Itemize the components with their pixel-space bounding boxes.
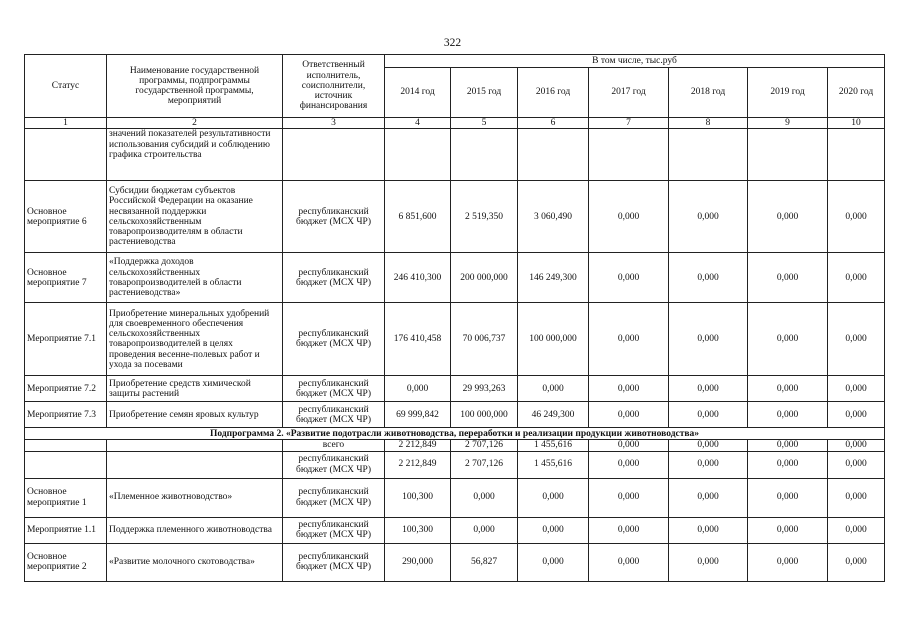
value-cell: 0,000	[589, 376, 669, 402]
page-number: 322	[443, 37, 462, 49]
status-cell: Основное мероприятие 1	[25, 478, 107, 517]
name-cell: Субсидии бюджетам субъектов Российской Федерации на оказание несвязанной поддержки сельскохозяйственным товаропроизводителям в области растениеводства	[107, 181, 283, 253]
value-cell: 0,000	[589, 451, 669, 478]
table-row	[25, 181, 885, 253]
status-cell: Мероприятие 7.2	[25, 376, 107, 402]
value-cell: 1 455,616	[518, 451, 589, 478]
value-cell: 0,000	[589, 478, 669, 517]
name-cell: «Развитие молочного скотоводства»	[107, 543, 283, 581]
value-cell: 2 707,126	[451, 451, 518, 478]
value-cell: 100 000,000	[451, 402, 518, 428]
value-cell: 0,000	[518, 517, 589, 543]
header-year: 2018 год	[669, 68, 748, 118]
header-executor: Ответственный исполнитель, соисполнители, источник финансирования	[283, 55, 385, 118]
value-cell	[748, 129, 828, 181]
value-cell: 0,000	[828, 517, 885, 543]
value-cell: 0,000	[828, 181, 885, 253]
value-cell: 0,000	[518, 543, 589, 581]
table-row	[25, 129, 885, 181]
value-cell: 0,000	[748, 517, 828, 543]
name-cell: «Племенное животноводство»	[107, 478, 283, 517]
subprogram-row	[25, 428, 885, 440]
value-cell: 0,000	[589, 402, 669, 428]
column-number: 1	[25, 118, 107, 129]
value-cell: 0,000	[748, 376, 828, 402]
value-cell: 56,827	[451, 543, 518, 581]
table-row	[25, 376, 885, 402]
totals-row	[25, 451, 885, 478]
column-number: 4	[385, 118, 451, 129]
column-number-row	[25, 118, 885, 129]
value-cell: 0,000	[669, 181, 748, 253]
value-cell: 0,000	[385, 376, 451, 402]
value-cell: 290,000	[385, 543, 451, 581]
source-cell: республиканский бюджет (МСХ ЧР)	[283, 451, 385, 478]
value-cell: 146 249,300	[518, 253, 589, 303]
value-cell: 0,000	[451, 478, 518, 517]
value-cell: 0,000	[669, 402, 748, 428]
column-number: 9	[748, 118, 828, 129]
value-cell: 0,000	[669, 440, 748, 451]
table-row	[25, 253, 885, 303]
value-cell	[385, 129, 451, 181]
status-cell: Мероприятие 1.1	[25, 517, 107, 543]
totals-row	[25, 440, 885, 451]
status-cell: Основное мероприятие 2	[25, 543, 107, 581]
name-cell	[107, 440, 283, 451]
value-cell: 100 000,000	[518, 303, 589, 376]
name-cell: Поддержка племенного животноводства	[107, 517, 283, 543]
value-cell	[518, 129, 589, 181]
value-cell: 2 707,126	[451, 440, 518, 451]
header-year: 2020 год	[828, 68, 885, 118]
value-cell: 1 455,616	[518, 440, 589, 451]
value-cell: 0,000	[748, 440, 828, 451]
header-status: Статус	[25, 55, 107, 118]
value-cell: 100,300	[385, 517, 451, 543]
status-cell: Мероприятие 7.1	[25, 303, 107, 376]
header-year: 2019 год	[748, 68, 828, 118]
value-cell: 0,000	[669, 376, 748, 402]
budget-table	[24, 54, 885, 582]
value-cell: 100,300	[385, 478, 451, 517]
value-cell: 0,000	[828, 440, 885, 451]
column-number: 2	[107, 118, 283, 129]
name-cell: Приобретение минеральных удобрений для своевременного обеспечения сельскохозяйственных товаропроизводителей в целях проведения весенне-полевых работ и ухода за посевами	[107, 303, 283, 376]
value-cell	[589, 129, 669, 181]
value-cell: 0,000	[451, 517, 518, 543]
value-cell: 0,000	[828, 543, 885, 581]
source-cell: республиканский бюджет (МСХ ЧР)	[283, 402, 385, 428]
value-cell: 200 000,000	[451, 253, 518, 303]
subprogram-title: Подпрограмма 2. «Развитие подотрасли животноводства, переработки и реализации продукции животноводства»	[25, 428, 885, 440]
header-including: В том числе, тыс.руб	[385, 55, 885, 68]
name-cell: Приобретение семян яровых культур	[107, 402, 283, 428]
name-cell: Приобретение средств химической защиты растений	[107, 376, 283, 402]
source-cell: республиканский бюджет (МСХ ЧР)	[283, 181, 385, 253]
column-number: 10	[828, 118, 885, 129]
source-cell: республиканский бюджет (МСХ ЧР)	[283, 303, 385, 376]
name-cell: «Поддержка доходов сельскохозяйственных товаропроизводителей в области растениеводства»	[107, 253, 283, 303]
value-cell: 2 519,350	[451, 181, 518, 253]
header-year: 2014 год	[385, 68, 451, 118]
header-year: 2017 год	[589, 68, 669, 118]
value-cell: 0,000	[828, 303, 885, 376]
value-cell: 29 993,263	[451, 376, 518, 402]
name-cell	[107, 451, 283, 478]
table-row	[25, 303, 885, 376]
header-name: Наименование государственной программы, подпрограммы государственной программы, мероприятий	[107, 55, 283, 118]
value-cell: 0,000	[748, 478, 828, 517]
header-year: 2015 год	[451, 68, 518, 118]
source-cell: республиканский бюджет (МСХ ЧР)	[283, 253, 385, 303]
status-cell: Мероприятие 7.3	[25, 402, 107, 428]
source-cell: республиканский бюджет (МСХ ЧР)	[283, 376, 385, 402]
value-cell: 0,000	[589, 303, 669, 376]
source-cell: республиканский бюджет (МСХ ЧР)	[283, 543, 385, 581]
value-cell: 0,000	[669, 478, 748, 517]
value-cell: 70 006,737	[451, 303, 518, 376]
continuation-text: значений показателей результативности использования субсидий и соблюдению графика строительства	[107, 129, 283, 181]
status-cell: Основное мероприятие 6	[25, 181, 107, 253]
value-cell: 0,000	[828, 451, 885, 478]
value-cell: 176 410,458	[385, 303, 451, 376]
column-number: 3	[283, 118, 385, 129]
value-cell: 0,000	[669, 303, 748, 376]
source-cell: всего	[283, 440, 385, 451]
value-cell: 0,000	[748, 543, 828, 581]
value-cell: 0,000	[828, 402, 885, 428]
value-cell: 0,000	[669, 253, 748, 303]
table-row	[25, 543, 885, 581]
value-cell: 0,000	[589, 517, 669, 543]
status-cell	[25, 451, 107, 478]
column-number: 7	[589, 118, 669, 129]
value-cell: 2 212,849	[385, 451, 451, 478]
value-cell: 0,000	[748, 402, 828, 428]
value-cell: 0,000	[669, 543, 748, 581]
source-cell: республиканский бюджет (МСХ ЧР)	[283, 517, 385, 543]
value-cell: 3 060,490	[518, 181, 589, 253]
value-cell: 69 999,842	[385, 402, 451, 428]
rows-section-b	[25, 478, 885, 581]
value-cell: 0,000	[748, 303, 828, 376]
value-cell: 6 851,600	[385, 181, 451, 253]
value-cell: 0,000	[518, 376, 589, 402]
column-number: 5	[451, 118, 518, 129]
table-row	[25, 478, 885, 517]
value-cell: 0,000	[748, 451, 828, 478]
value-cell: 2 212,849	[385, 440, 451, 451]
value-cell: 46 249,300	[518, 402, 589, 428]
column-number: 8	[669, 118, 748, 129]
status-cell: Основное мероприятие 7	[25, 253, 107, 303]
source-cell	[283, 129, 385, 181]
value-cell: 0,000	[828, 253, 885, 303]
table-row	[25, 402, 885, 428]
table-row	[25, 517, 885, 543]
rows-section-a	[25, 181, 885, 428]
value-cell: 0,000	[589, 253, 669, 303]
source-cell: республиканский бюджет (МСХ ЧР)	[283, 478, 385, 517]
value-cell: 0,000	[669, 451, 748, 478]
value-cell: 0,000	[518, 478, 589, 517]
value-cell: 0,000	[589, 543, 669, 581]
header-year: 2016 год	[518, 68, 589, 118]
value-cell	[828, 129, 885, 181]
value-cell: 0,000	[669, 517, 748, 543]
value-cell	[451, 129, 518, 181]
value-cell	[669, 129, 748, 181]
column-number: 6	[518, 118, 589, 129]
value-cell: 246 410,300	[385, 253, 451, 303]
value-cell: 0,000	[748, 181, 828, 253]
value-cell: 0,000	[589, 181, 669, 253]
status-cell	[25, 129, 107, 181]
value-cell: 0,000	[589, 440, 669, 451]
value-cell: 0,000	[748, 253, 828, 303]
value-cell: 0,000	[828, 478, 885, 517]
status-cell	[25, 440, 107, 451]
value-cell: 0,000	[828, 376, 885, 402]
